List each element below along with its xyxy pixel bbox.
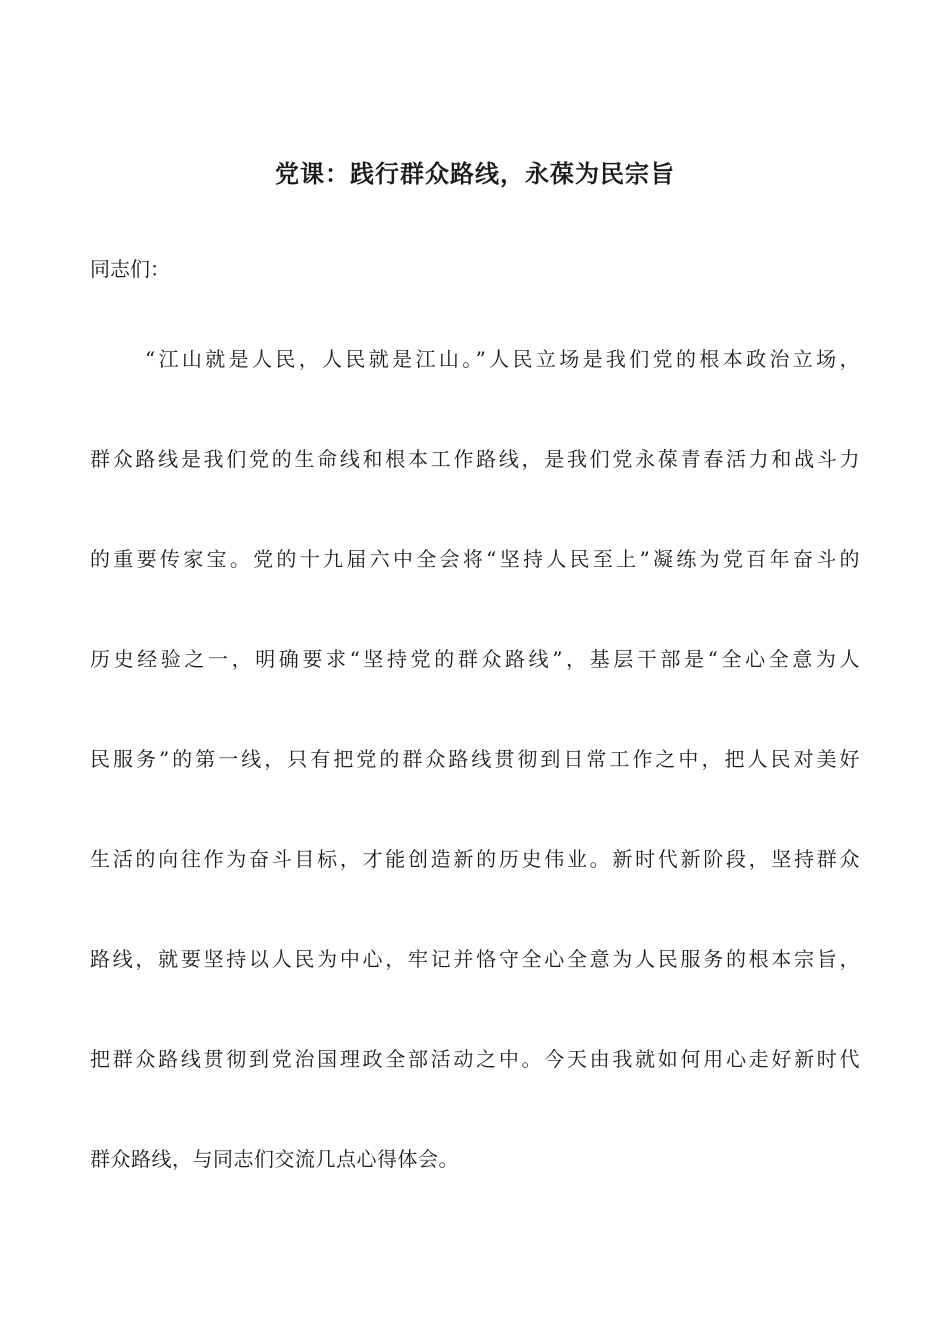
paragraph-line-8: 把群众路线贯彻到党治国理政全部活动之中。今天由我就如何用心走好新时代 bbox=[90, 1047, 860, 1071]
paragraph-line-7: 路线，就要坚持以人民为中心，牢记并恪守全心全意为人民服务的根本宗旨， bbox=[90, 947, 860, 971]
paragraph-line-9: 群众路线，与同志们交流几点心得体会。 bbox=[90, 1147, 459, 1171]
document-title: 党课：践行群众路线，永葆为民宗旨 bbox=[275, 160, 675, 188]
paragraph-line-6: 生活的向往作为奋斗目标，才能创造新的历史伟业。新时代新阶段，坚持群众 bbox=[90, 847, 860, 871]
paragraph-line-2: 群众路线是我们党的生命线和根本工作路线，是我们党永葆青春活力和战斗力 bbox=[90, 447, 860, 471]
salutation: 同志们： bbox=[90, 257, 170, 281]
paragraph-line-1: “江山就是人民，人民就是江山。”人民立场是我们党的根本政治立场， bbox=[145, 347, 860, 371]
paragraph-line-5: 民服务”的第一线，只有把党的群众路线贯彻到日常工作之中，把人民对美好 bbox=[90, 747, 860, 771]
paragraph-line-3: 的重要传家宝。党的十九届六中全会将“坚持人民至上”凝练为党百年奋斗的 bbox=[90, 547, 860, 571]
paragraph-line-4: 历史经验之一，明确要求“坚持党的群众路线”，基层干部是“全心全意为人 bbox=[90, 647, 860, 671]
